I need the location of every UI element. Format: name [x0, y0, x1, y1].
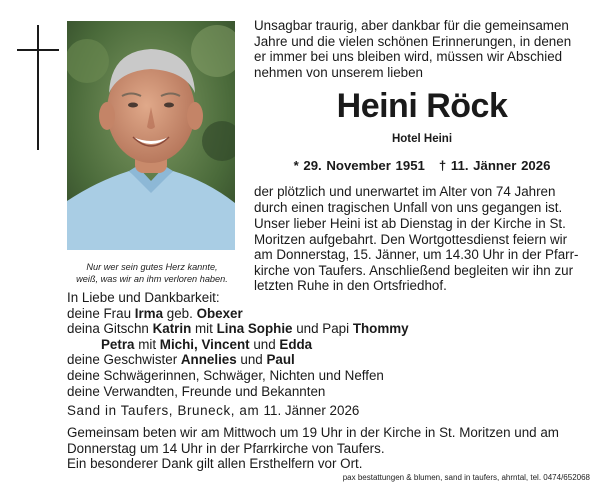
- closing-line: Gemeinsam beten wir am Mittwoch um 19 Uhr in der Kirche in St. Moritzen und am: [67, 425, 559, 440]
- service-line: letzten Ruhe in den Ortsfriedhof.: [254, 278, 447, 294]
- place-and-date: [67, 403, 587, 419]
- death-line: durch einen tragischen Unfall von uns gegangen ist.: [254, 199, 563, 215]
- family-name: Petra: [101, 336, 135, 352]
- service-line: Unser lieber Heini ist ab Dienstag in der Kirche in St.: [254, 216, 566, 231]
- family-godchildren: [67, 321, 587, 337]
- caption-line: weiß, was wir an ihm verloren haben.: [76, 274, 228, 284]
- family-name: Lina Sophie: [216, 321, 293, 337]
- caption-line: Nur wer sein gutes Herz kannte,: [86, 262, 218, 272]
- portrait-photo: [67, 21, 235, 250]
- family-text: und: [236, 352, 267, 368]
- service-line: am Donnerstag, 15. Jänner, um 14.30 Uhr in der Pfarr-: [254, 247, 579, 263]
- date: 11. Jänner 2026: [263, 403, 360, 418]
- intro-paragraph: [254, 18, 590, 80]
- death-paragraph: [254, 184, 590, 215]
- family-name: Michi, Vincent: [159, 336, 250, 352]
- family-text: mit: [191, 321, 217, 337]
- intro-line: Unsagbar traurig, aber dankbar für die gemeinsamen: [254, 18, 569, 33]
- family-text: geb.: [163, 305, 197, 321]
- cross-vertical-bar: [37, 25, 39, 150]
- family-godchildren: [67, 337, 587, 353]
- family-text: und: [249, 336, 280, 352]
- service-line: kirche von Taufers. Anschließend begleiten wir ihn zur: [254, 262, 574, 278]
- family-name: Paul: [266, 352, 295, 368]
- place: Sand in Taufers, Bruneck, am: [67, 403, 260, 418]
- service-line: Moritzen aufgebahrt. Den Wortgottesdienst feiern wir: [254, 231, 568, 247]
- family-name: Irma: [134, 305, 164, 321]
- family-text: und Papi: [292, 321, 353, 337]
- family-text: mit: [134, 336, 160, 352]
- family-heading: In Liebe und Dankbarkeit:: [67, 290, 220, 305]
- family-inlaws: deine Schwägerinnen, Schwäger, Nichten und Neffen: [67, 367, 384, 383]
- death-date: † 11. Jänner 2026: [438, 158, 551, 173]
- birth-date: * 29. November 1951: [293, 158, 425, 173]
- family-text: deine Frau: [67, 305, 135, 321]
- family-text: deine Geschwister: [67, 352, 181, 368]
- family-name: Katrin: [152, 321, 192, 337]
- family-name: Obexer: [196, 305, 243, 321]
- deceased-subtitle: Hotel Heini: [391, 133, 453, 145]
- family-siblings: [67, 352, 587, 368]
- cross-horizontal-bar: [17, 49, 59, 51]
- service-paragraph: [254, 216, 590, 294]
- closing-paragraph: [67, 425, 591, 472]
- photo-caption: [60, 261, 244, 285]
- closing-line: Donnerstag um 14 Uhr in der Pfarrkirche von Taufers.: [67, 440, 385, 456]
- family-wife: [67, 306, 587, 322]
- death-line: der plötzlich und unerwartet im Alter von 74 Jahren: [254, 184, 556, 199]
- intro-line: Jahre und die vielen schönen Erinnerungen, in denen: [254, 33, 572, 49]
- deceased-name: Heini Röck: [336, 87, 508, 125]
- portrait-illustration: [67, 21, 235, 250]
- family-name: Annelies: [180, 352, 237, 368]
- intro-line: nehmen von unserem lieben: [254, 64, 423, 80]
- family-list: [67, 290, 587, 399]
- intro-line: er immer bei uns bleiben wird, müssen wir Abschied: [254, 49, 563, 65]
- family-name: Thommy: [352, 321, 409, 337]
- closing-line: Ein besonderer Dank gilt allen Ersthelfern vor Ort.: [67, 456, 363, 472]
- family-text: deina Gitschn: [67, 321, 153, 337]
- funeral-home-footer: pax bestattungen & blumen, sand in taufers, ahrntal, tel. 0474/652068: [342, 473, 590, 482]
- life-dates: [254, 158, 590, 173]
- family-name: Edda: [279, 336, 313, 352]
- family-relatives: deine Verwandten, Freunde und Bekannten: [67, 383, 326, 399]
